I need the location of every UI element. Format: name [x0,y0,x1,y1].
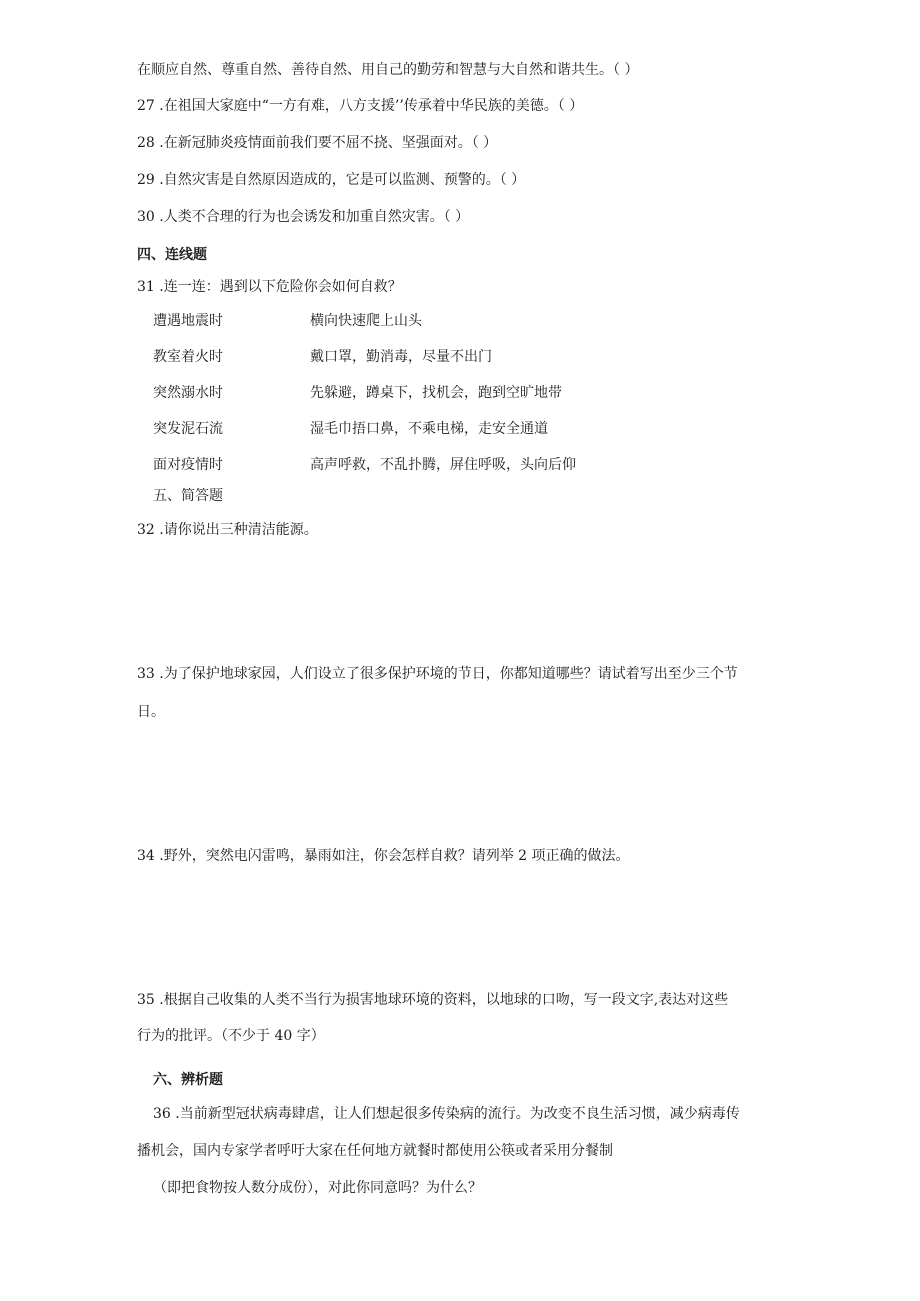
match-right-item: 高声呼救，不乱扑腾，屏住呼吸，头向后仰 [310,457,576,473]
question-34: 34 .野外，突然电闪雷鸣，暴雨如注，你会怎样自救？请列举 2 项正确的做法。 [137,848,630,864]
question-36-line-1: 36 .当前新型冠状病毒肆虐，让人们想起很多传染病的流行。为改变不良生活习惯，减少病毒传 [153,1106,740,1122]
question-29: 29 .自然灾害是自然原因造成的，它是可以监测、预警的。（ ） [137,172,526,188]
match-right-item: 湿毛巾捂口鼻，不乘电梯，走安全通道 [310,421,548,437]
section-6-heading: 六、辨析题 [153,1072,223,1088]
match-left-item: 突然溺水时 [153,385,223,401]
match-right-item: 戴口罩，勤消毒，尽量不出门 [310,349,492,365]
match-left-item: 教室着火时 [153,349,223,365]
match-left-item: 突发泥石流 [153,421,223,437]
question-30: 30 .人类不合理的行为也会诱发和加重自然灾害。（ ） [137,209,470,225]
question-31: 31 .连一连：遇到以下危险你会如何自救？ [137,279,402,295]
question-26-continuation: 在顺应自然、尊重自然、善待自然、用自己的勤劳和智慧与大自然和谐共生。（ ） [137,62,639,78]
question-33-line-2: 日。 [137,704,165,720]
question-35-line-1: 35 .根据自己收集的人类不当行为损害地球环境的资料，以地球的口吻，写一段文字,表达对这些 [137,992,729,1008]
question-27: 27 .在祖国大家庭中“一方有难，八方支援’’传承着中华民族的美德。（ ） [137,98,584,114]
match-left-item: 遭遇地震时 [153,313,223,329]
question-28: 28 .在新冠肺炎疫情面前我们要不屈不挠、坚强面对。（ ） [137,135,498,151]
question-35-line-2: 行为的批评。（不少于 40 字） [137,1028,325,1044]
match-right-item: 横向快速爬上山头 [310,313,422,329]
question-33-line-1: 33 .为了保护地球家园，人们设立了很多保护环境的节日，你都知道哪些？请试着写出至少三个节 [137,666,738,682]
question-36-line-3: （即把食物按人数分成份），对此你同意吗？为什么？ [153,1180,482,1196]
question-32: 32 .请你说出三种清洁能源。 [137,522,318,538]
match-left-item: 面对疫情时 [153,457,223,473]
match-right-item: 先躲避，蹲桌下，找机会，跑到空旷地带 [310,385,562,401]
section-4-heading: 四、连线题 [137,247,207,263]
question-36-line-2: 播机会，国内专家学者呼吁大家在任何地方就餐时都使用公筷或者采用分餐制 [137,1143,613,1159]
section-5-heading: 五、简答题 [153,488,223,504]
